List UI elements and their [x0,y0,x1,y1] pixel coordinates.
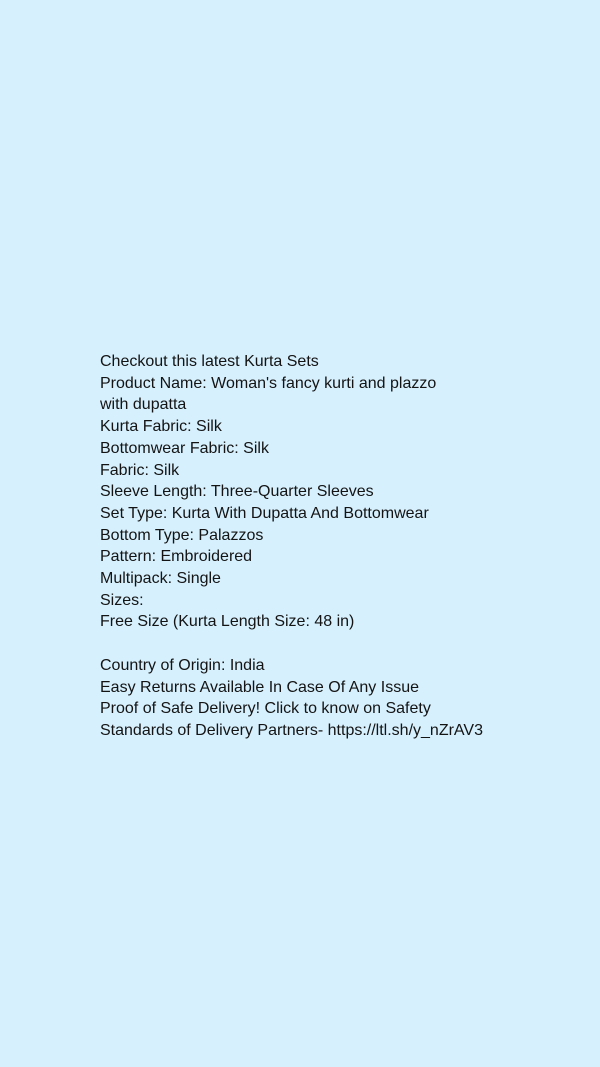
delivery-info-text: Proof of Safe Delivery! Click to know on Safety [100,700,431,718]
kurta-fabric-text: Kurta Fabric: Silk [100,418,222,436]
headline-text: Checkout this latest Kurta Sets [100,353,319,370]
country-of-origin-text: Country of Origin: India [100,656,265,674]
returns-text: Easy Returns Available In Case Of Any Issue [100,678,419,696]
product-description [100,351,580,742]
sleeve-length-text: Sleeve Length: Three-Quarter Sleeves [100,483,374,501]
blank-line [100,633,580,655]
set-type-text: Set Type: Kurta With Dupatta And Bottomwear [100,504,429,522]
delivery-link-text: Standards of Delivery Partners- https://ltl.sh/y_nZrAV3 [100,721,483,739]
multipack-text: Multipack: Single [100,570,221,588]
size-value-text: Free Size (Kurta Length Size: 48 in) [100,613,355,631]
product-name-text: Product Name: Woman's fancy kurti and plazzo [100,374,437,392]
fabric-text: Fabric: Silk [100,461,180,479]
bottom-type-text: Bottom Type: Palazzos [100,526,264,544]
product-name-continuation-text: with dupatta [100,396,187,414]
sizes-label: Sizes: [100,591,144,609]
bottomwear-fabric-text: Bottomwear Fabric: Silk [100,439,269,457]
pattern-text: Pattern: Embroidered [100,548,253,566]
